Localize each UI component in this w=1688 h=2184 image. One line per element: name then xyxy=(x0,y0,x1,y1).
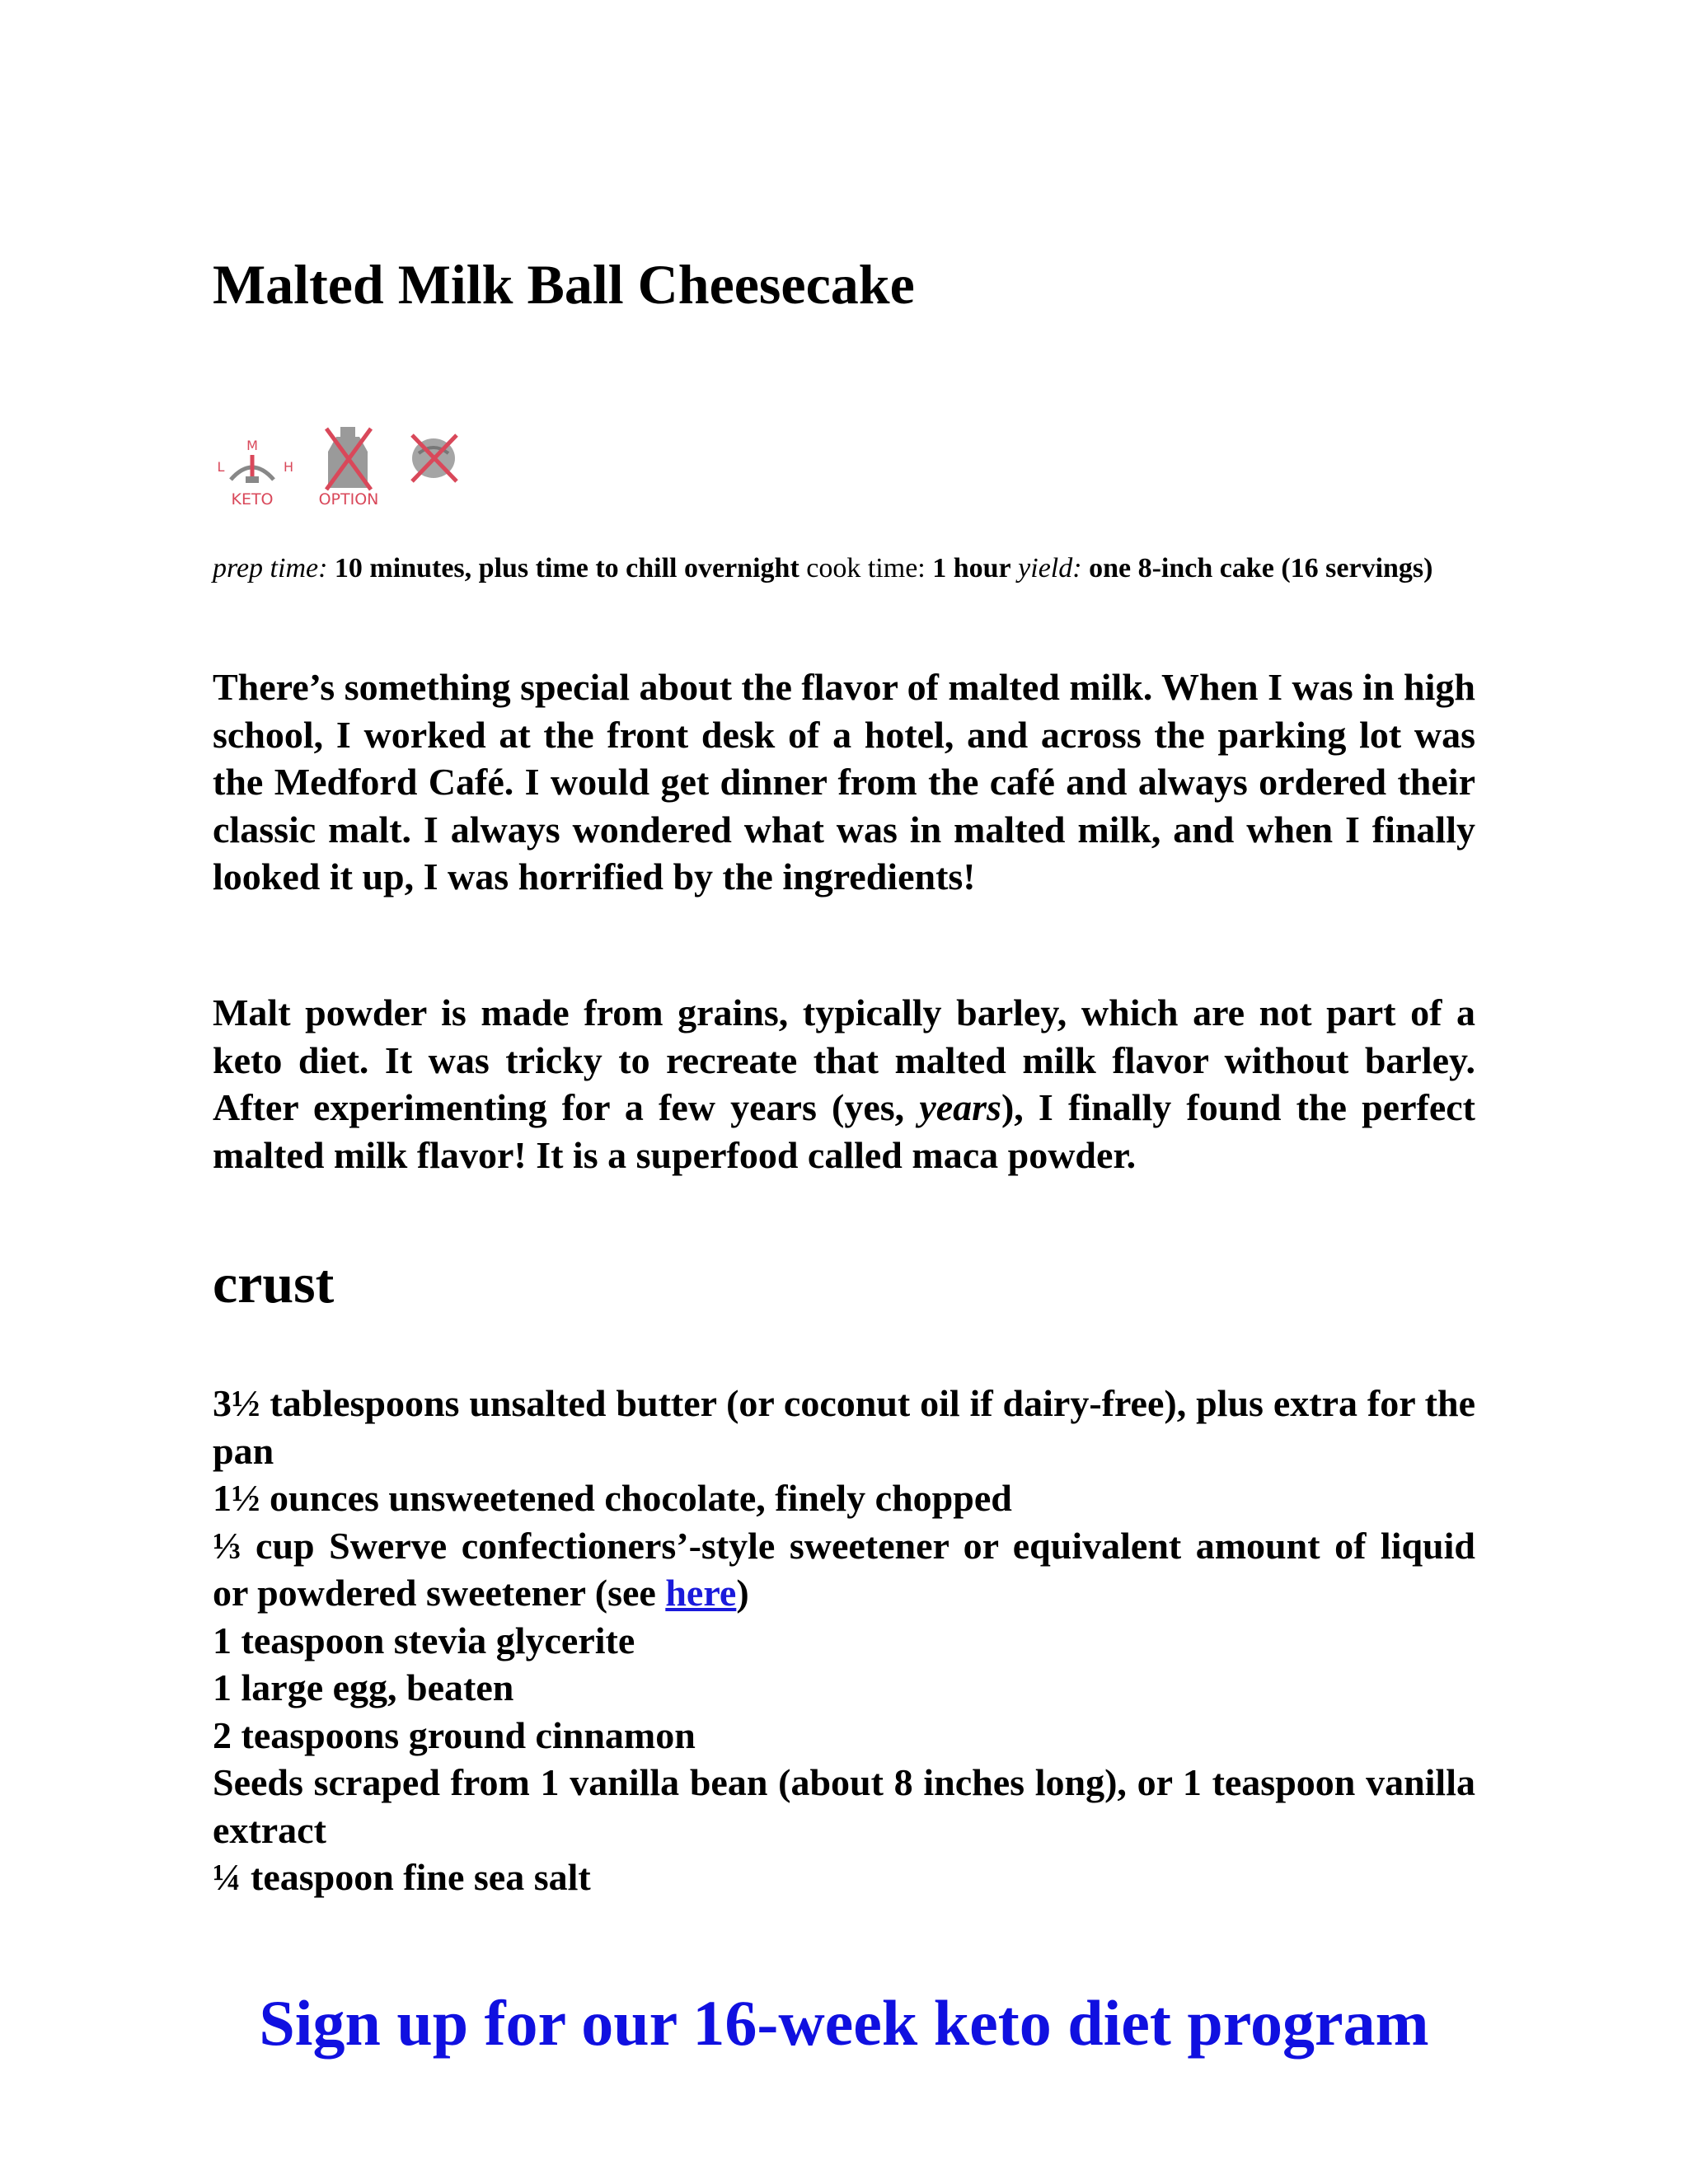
cook-label: cook time: xyxy=(806,553,926,583)
yield-label: yield: xyxy=(1018,553,1082,583)
signup-program-link[interactable]: Sign up for our 16-week keto diet program xyxy=(259,1987,1429,2059)
sweetener-here-link[interactable]: here xyxy=(665,1572,737,1614)
keto-label: KETO xyxy=(231,490,274,509)
gauge-low-label: L xyxy=(217,459,225,475)
ingredient-item-sweetener xyxy=(213,1522,1475,1617)
prep-value: 10 minutes, plus time to chill overnight xyxy=(334,553,799,583)
gauge-mid-label: M xyxy=(246,438,258,453)
intro-p2-before: Malt powder is made from grains, typically barley, which are not part of a keto diet. It was tricky to recreate that malted milk flavor without barley. After experimenting for a few years (yes, xyxy=(213,991,1475,1128)
nut-free-icon xyxy=(412,435,457,481)
gauge-high-label: H xyxy=(283,459,294,475)
intro-p2-emphasis: years xyxy=(919,1086,1001,1128)
ingredient-item: Seeds scraped from 1 vanilla bean (about 8 inches long), or 1 teaspoon vanilla extract xyxy=(213,1761,1475,1851)
intro-p2-after: ), I finally found the perfect malted milk flavor! It is a superfood called maca powder. xyxy=(213,1086,1475,1176)
sweetener-text: ⅓ cup Swerve confectioners’-style sweetener or equivalent amount of liquid or powdered sweetener (see xyxy=(213,1524,1475,1614)
sweetener-close: ) xyxy=(736,1572,749,1614)
option-label: OPTION xyxy=(318,490,379,509)
diet-icons xyxy=(213,422,485,521)
ingredient-item: 3½ tablespoons unsalted butter (or coconut oil if dairy-free), plus extra for the pan xyxy=(213,1382,1475,1472)
recipe-title: Malted Milk Ball Cheesecake xyxy=(213,253,915,316)
yield-value: one 8-inch cake (16 servings) xyxy=(1089,553,1433,583)
dairy-free-option-icon xyxy=(319,427,379,509)
intro-paragraph-1: There’s something special about the flavor of malted milk. When I was in high school, I worked at the front desk of a hotel, and across the parking lot was the Medford Café. I would get dinner from the café and always ordered their classic malt. I always wondered what was in malted milk, and when I finally looked it up, I was horrified by the ingredients! xyxy=(213,666,1475,898)
crust-ingredient-list xyxy=(213,1380,1475,1901)
ingredient-item: 1½ ounces unsweetened chocolate, finely chopped xyxy=(213,1477,1012,1519)
keto-gauge-icon xyxy=(218,438,293,509)
crust-heading: crust xyxy=(213,1252,335,1315)
cook-value: 1 hour xyxy=(932,553,1011,583)
ingredient-item: 1 teaspoon stevia glycerite xyxy=(213,1619,635,1661)
ingredient-item: 2 teaspoons ground cinnamon xyxy=(213,1713,696,1756)
diet-icons-svg xyxy=(213,422,485,521)
ingredient-item: ¼ teaspoon fine sea salt xyxy=(213,1856,591,1898)
intro-paragraph-2 xyxy=(213,989,1475,1179)
prep-label: prep time: xyxy=(213,553,328,583)
ingredient-item: 1 large egg, beaten xyxy=(213,1666,514,1708)
recipe-meta xyxy=(213,551,1475,587)
